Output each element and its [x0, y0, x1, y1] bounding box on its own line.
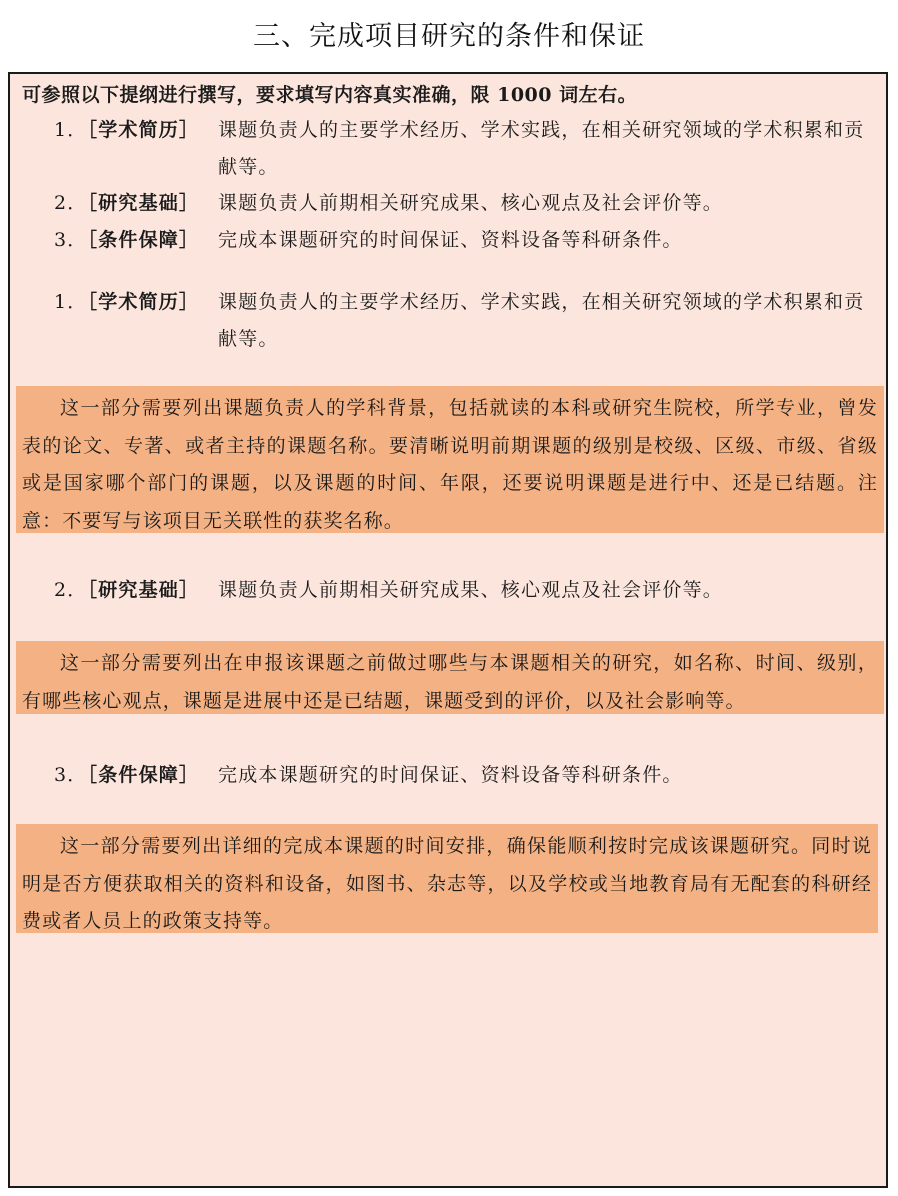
page-title: 三、完成项目研究的条件和保证 — [253, 21, 645, 52]
section-heading-research-basis — [54, 572, 884, 609]
outline-item-description: 课题负责人前期相关研究成果、核心观点及社会评价等。 — [218, 192, 724, 214]
section-description: 课题负责人前期相关研究成果、核心观点及社会评价等。 — [218, 579, 724, 601]
outline-item-academic-resume — [54, 112, 884, 186]
outline-item-heading: 2．［研究基础］ — [54, 192, 200, 214]
section-heading-academic-resume — [54, 284, 884, 358]
outline-item-description: 完成本课题研究的时间保证、资料设备等科研条件。 — [218, 229, 683, 251]
section-heading-label: 2．［研究基础］ — [54, 579, 200, 601]
content-frame — [8, 72, 888, 1188]
section-heading-label: 3．［条件保障］ — [54, 764, 200, 786]
section-note-academic-resume: 这一部分需要列出课题负责人的学科背景，包括就读的本科或研究生院校，所学专业，曾发表的论文、专著、或者主持的课题名称。要清晰说明前期课题的级别是校级、区级、市级、省级或是国家哪个部门的课题，以及课题的时间、年限，还要说明课题是进行中、还是已结题。注意：不要写与该项目无关联性的获奖名称。 — [16, 386, 884, 533]
section-heading-conditions — [54, 757, 884, 794]
section-description: 课题负责人的主要学术经历、学术实践，在相关研究领域的学术积累和贡献等。 — [218, 291, 865, 350]
outline-item-conditions — [54, 222, 884, 259]
section-description: 完成本课题研究的时间保证、资料设备等科研条件。 — [218, 764, 683, 786]
section-note-research-basis: 这一部分需要列出在申报该课题之前做过哪些与本课题相关的研究，如名称、时间、级别，有哪些核心观点，课题是进展中还是已结题，课题受到的评价，以及社会影响等。 — [16, 641, 884, 714]
outline-item-description: 课题负责人的主要学术经历、学术实践，在相关研究领域的学术积累和贡献等。 — [218, 119, 865, 178]
outline-item-research-basis — [54, 185, 884, 222]
section-heading-label: 1．［学术简历］ — [54, 291, 200, 313]
section-note-conditions: 这一部分需要列出详细的完成本课题的时间安排，确保能顺利按时完成该课题研究。同时说明是否方便获取相关的资料和设备，如图书、杂志等，以及学校或当地教育局有无配套的科研经费或者人员上的政策支持等。 — [16, 824, 878, 933]
instructions-intro: 可参照以下提纲进行撰写，要求填写内容真实准确，限 1000 词左右。 — [22, 84, 638, 106]
outline-item-heading: 3．［条件保障］ — [54, 229, 200, 251]
outline-item-heading: 1．［学术简历］ — [54, 119, 200, 141]
